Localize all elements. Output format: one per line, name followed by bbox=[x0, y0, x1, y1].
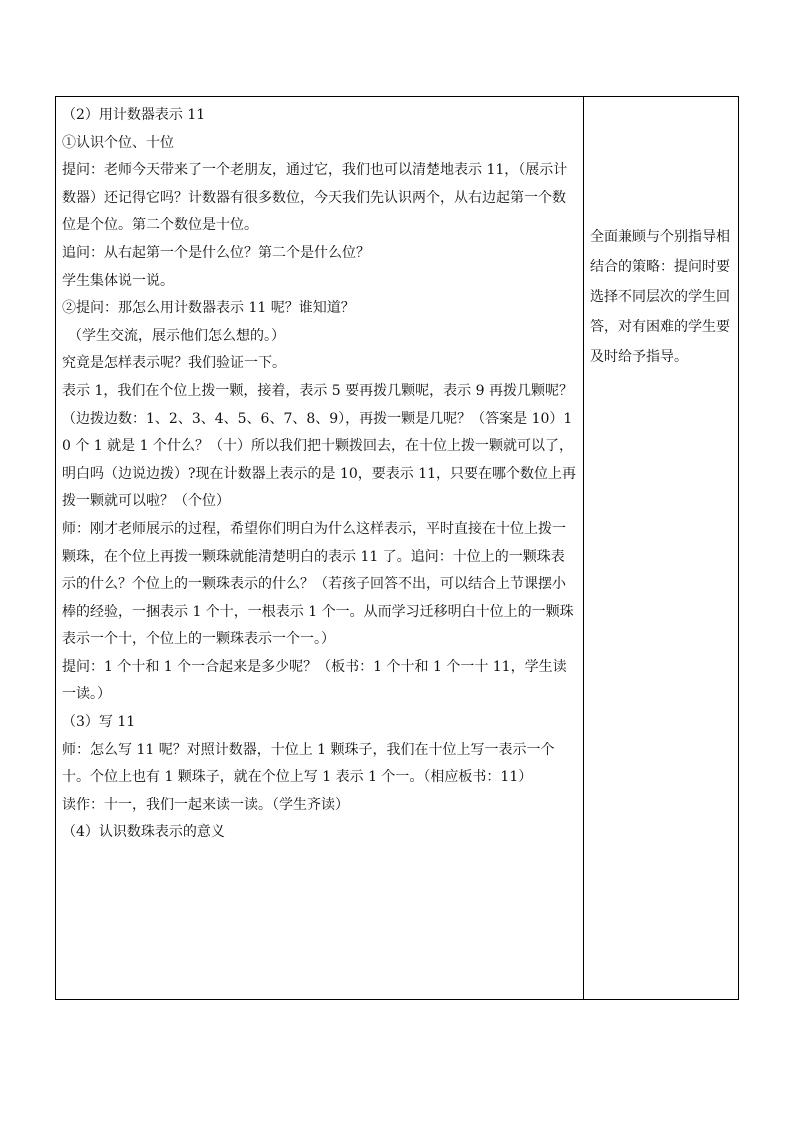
section-heading-write: （3）写 11 bbox=[62, 714, 136, 731]
section-heading-meaning: （4）认识数珠表示的意义 bbox=[62, 824, 225, 841]
lesson-plan-table bbox=[55, 96, 739, 1000]
paragraph-group-say: 学生集体说一说。 bbox=[62, 272, 174, 289]
paragraph-question-combine: 提问：1 个十和 1 个一合起来是多少呢？（板书：1 个十和 1 个一十 11，学生读一读。） bbox=[62, 658, 567, 703]
strategy-note: 全面兼顾与个别指导相结合的策略：提问时要选择不同层次的学生回答，对有困难的学生要及时给予指导。 bbox=[590, 229, 730, 365]
paragraph-verify: 究竟是怎样表示呢？我们验证一下。 bbox=[62, 355, 286, 372]
subsection-place-value: ①认识个位、十位 bbox=[62, 134, 174, 151]
paragraph-counting-demo: 表示 1，我们在个位上拨一颗，接着，表示 5 要再拨几颗呢，表示 9 再拨几颗呢？（边拨边数：1、2、3、4、5、6、7、8、9），再拨一颗是几呢？（答案是 10）10 个 1 就是 1 个什么？（十）所以我们把十颗拨回去，在十位上拨一颗就可以了，明白吗（边说边拨）?现在计数器上表示的是 10，要表示 11，只要在哪个数位上再拨一颗就可以啦？（个位） bbox=[62, 382, 577, 510]
paragraph-read-aloud: 读作：十一，我们一起来读一读。（学生齐读） bbox=[62, 796, 349, 813]
paragraph-question-intro: 提问：老师今天带来了一个老朋友，通过它，我们也可以清楚地表示 11，（展示计数器）还记得它吗？计数器有很多数位，今天我们先认识两个，从右边起第一个数位是个位。第二个数位是十位。 bbox=[62, 162, 568, 234]
paragraph-question-represent: ②提问：那怎么用计数器表示 11 呢？谁知道？ bbox=[62, 300, 355, 317]
paragraph-teacher-explain: 师：刚才老师展示的过程，希望你们明白为什么这样表示，平时直接在十位上拨一颗珠，在个位上再拨一颗珠就能清楚明白的表示 11 了。追问：十位上的一颗珠表示的什么？个位上的一颗珠表示的什么？（若孩子回答不出，可以结合上节课摆小棒的经验，一捆表示 1 个十，一根表示 1 个一。从而学习迁移明白十位上的一颗珠表示一个十，个位上的一颗珠表示一个一。） bbox=[62, 520, 574, 648]
teaching-process-cell bbox=[56, 97, 584, 999]
strategy-note-cell bbox=[584, 97, 738, 999]
paragraph-follow-up: 追问：从右起第一个是什么位？第二个是什么位？ bbox=[62, 244, 370, 261]
paragraph-student-exchange: （学生交流，展示他们怎么想的。） bbox=[68, 327, 285, 344]
section-heading-counter: （2）用计数器表示 11 bbox=[62, 107, 206, 123]
paragraph-how-to-write: 师：怎么写 11 呢？对照计数器，十位上 1 颗珠子，我们在十位上写一表示一个十。个位上也有 1 颗珠子，就在个位上写 1 表示 1 个一。（相应板书：11） bbox=[62, 741, 555, 786]
